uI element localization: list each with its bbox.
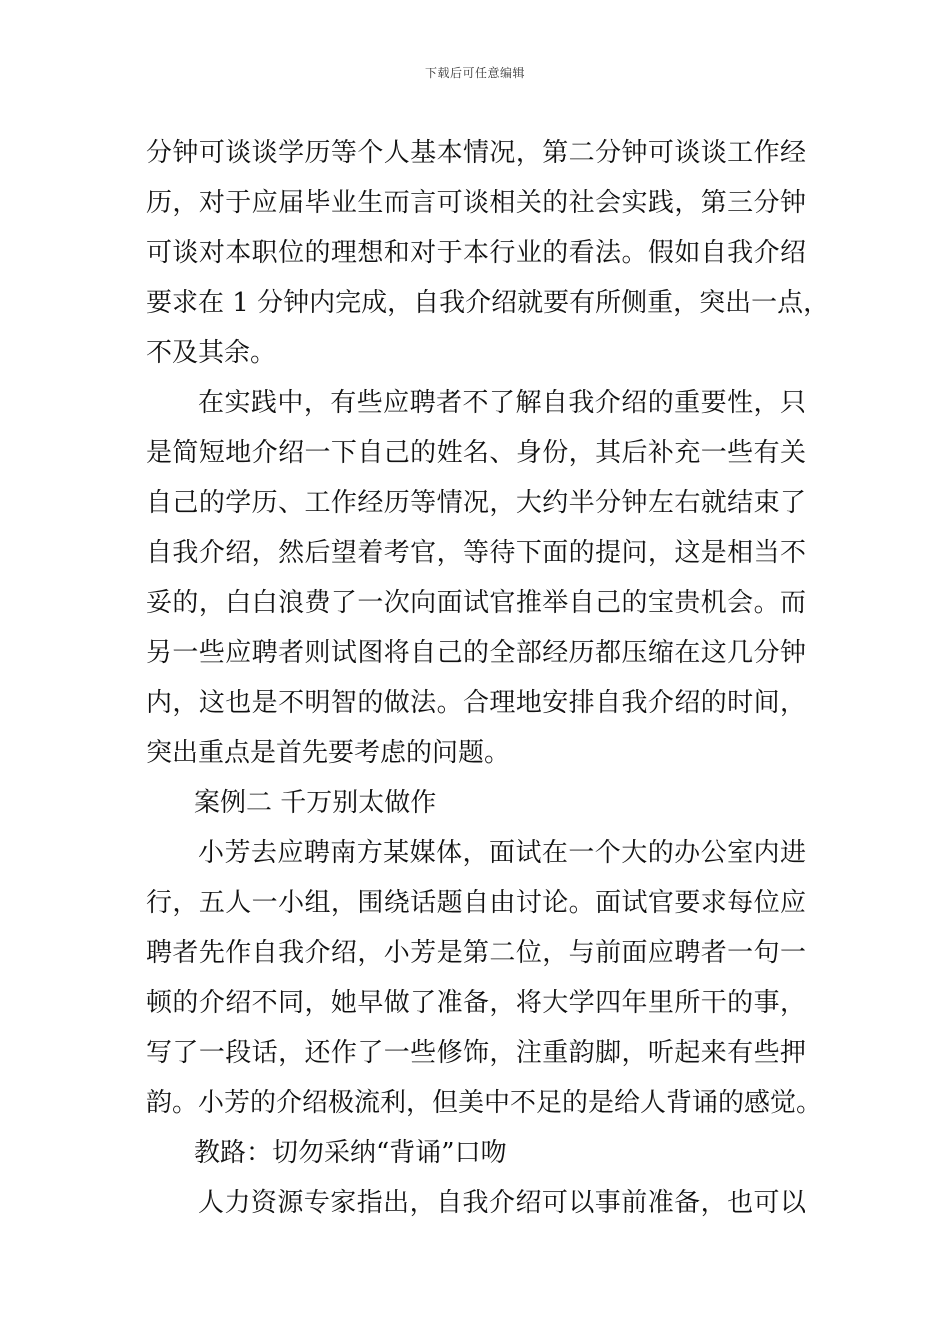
text-line: 妥的，白白浪费了一次向面试官推举自己的宝贵机会。而	[146, 588, 806, 618]
text-line: 聘者先作自我介绍，小芳是第二位，与前面应聘者一句一	[146, 938, 806, 968]
text-line: 突出重点是首先要考虑的问题。	[146, 738, 511, 768]
text-line: 是简短地介绍一下自己的姓名、身份，其后补充一些有关	[146, 438, 806, 468]
text-line: 韵。小芳的介绍极流利，但美中不足的是给人背诵的感觉。	[146, 1088, 823, 1118]
text-line: 小芳去应聘南方某媒体，面试在一个大的办公室内进	[198, 838, 806, 868]
text-line: 内，这也是不明智的做法。合理地安排自我介绍的时间，	[146, 688, 806, 718]
text-line: 自己的学历、工作经历等情况，大约半分钟左右就结束了	[146, 488, 806, 518]
text-line: 分钟可谈谈学历等个人基本情况，第二分钟可谈谈工作经	[146, 138, 806, 168]
document-body	[146, 128, 830, 1228]
text-line: 自我介绍，然后望着考官，等待下面的提问，这是相当不	[146, 538, 806, 568]
text-line: 历，对于应届毕业生而言可谈相关的社会实践，第三分钟	[146, 188, 806, 218]
text-line: 写了一段话，还作了一些修饰，注重韵脚，听起来有些押	[146, 1038, 806, 1068]
text-line: 可谈对本职位的理想和对于本行业的看法。假如自我介绍	[146, 238, 806, 268]
text-line: 另一些应聘者则试图将自己的全部经历都压缩在这几分钟	[146, 638, 806, 668]
text-line: 行，五人一小组，围绕话题自由讨论。面试官要求每位应	[146, 888, 806, 918]
section-heading: 教路：切勿采纳“背诵”口吻	[194, 1138, 507, 1168]
text-line: 要求在 1 分钟内完成，自我介绍就要有所侧重，突出一点，	[146, 288, 830, 318]
text-line: 不及其余。	[146, 338, 277, 368]
text-line: 顿的介绍不同，她早做了准备，将大学四年里所干的事，	[146, 988, 806, 1018]
text-line: 在实践中，有些应聘者不了解自我介绍的重要性，只	[198, 388, 806, 418]
text-line: 人力资源专家指出，自我介绍可以事前准备，也可以	[198, 1188, 806, 1218]
section-heading: 案例二 千万别太做作	[194, 788, 437, 818]
page-header: 下载后可任意编辑	[424, 66, 525, 80]
